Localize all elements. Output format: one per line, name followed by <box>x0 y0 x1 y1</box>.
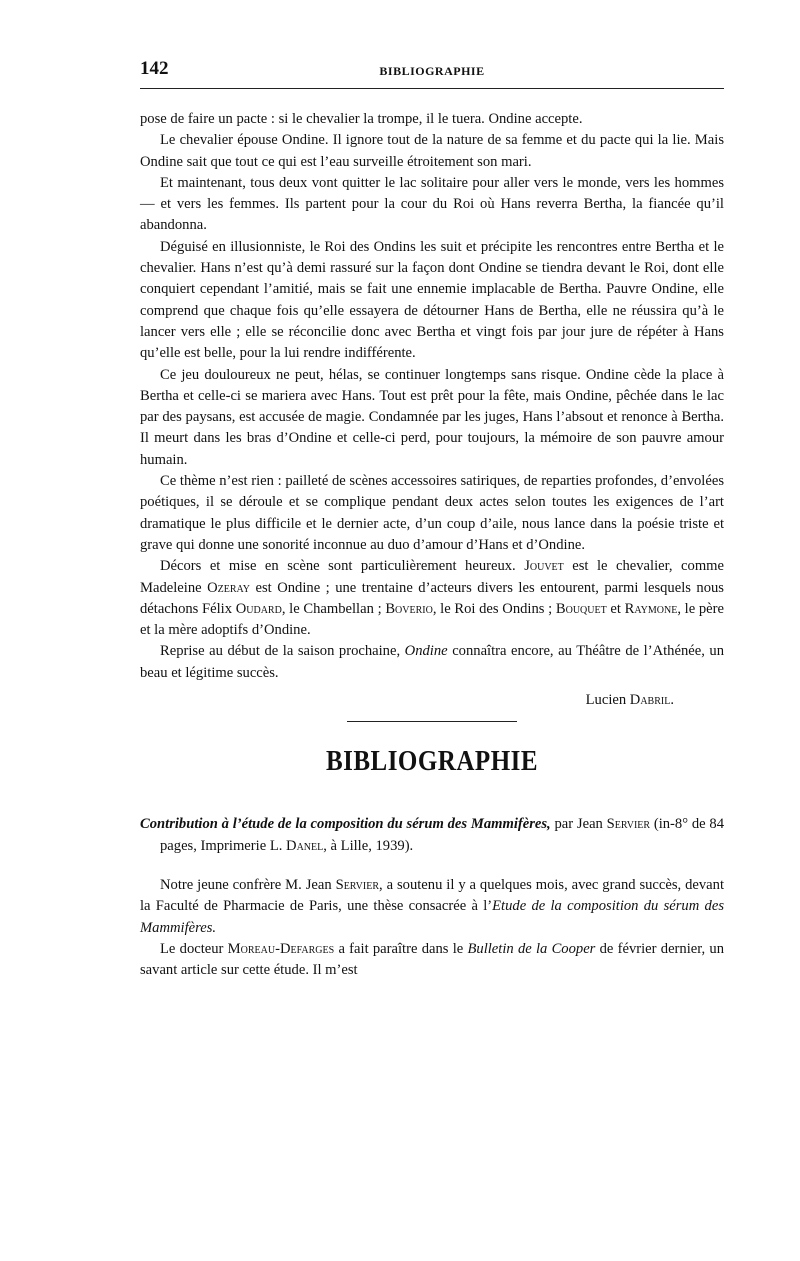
paragraph: Ce thème n’est rien : pailleté de scènes accessoires satiriques, de reparties profondes, d’envolées poétiques, il se déroule et se complique pendant deux actes selon toutes les exigences de l’art dramatique le plus difficile et le dernier acte, d’un coup d’aile, nous lance dans la poésie triste et grave qui donne une sonorité inconnue au duo d’amour d’Hans et d’Ondine. <box>140 473 724 553</box>
page <box>140 58 724 981</box>
paragraph: pose de faire un pacte : si le chevalier la trompe, il le tuera. Ondine accepte. <box>140 111 583 127</box>
actor-name: Raymone <box>624 600 678 617</box>
page-number: 142 <box>140 58 169 79</box>
actor-name: Oudard <box>235 600 282 617</box>
paragraph: Notre jeune confrère M. Jean Servier, a soutenu il y a quelques mois, avec grand succès, devant la Faculté de Pharmacie de Paris, une thèse consacrée à l’Etude de la composition du sérum des Mammifères. <box>140 876 724 936</box>
author-name: Servier <box>335 876 380 893</box>
paragraph: Le chevalier épouse Ondine. Il ignore tout de la nature de sa femme et du pacte qui la lie. Mais Ondine sait que tout ce qui est l’eau surveille étroitement son mari. <box>140 132 724 170</box>
paragraph: Décors et mise en scène sont particulièrement heureux. Jouvet est le chevalier, comme Madeleine Ozeray est Ondine ; une trentaine d’acteurs divers les entourent, parmi lesquels nous détachons Félix Oudard, le Chambellan ; Boverio, le Roi des Ondins ; Bouquet et Raymone, le père et la mère adoptifs d’Ondine. <box>140 558 724 639</box>
bibliography-entry: Contribution à l’étude de la composition du sérum des Mammifères, par Jean Servier (in-8° de 84 pages, Imprimerie L. Danel, à Lille, 1939). <box>140 816 724 854</box>
paragraph: Reprise au début de la saison prochaine, Ondine connaîtra encore, au Théâtre de l’Athénée, un beau et légitime succès. <box>140 643 724 681</box>
paragraph: Ce jeu douloureux ne peut, hélas, se continuer longtemps sans risque. Ondine cède la place à Bertha et celle-ci se mariera avec Hans. Tout est prêt pour la fête, mais Ondine, pêchée dans le lac par des paysans, est accusée de magie. Condamnée par les juges, Hans l’absout et renonce à Bertha. Il meurt dans les bras d’Ondine et celle-ci perd, pour toujours, la mémoire de son pauvre amour humain. <box>140 366 724 468</box>
author-signature: Lucien Dabril. <box>585 692 674 709</box>
actor-name: Jouvet <box>524 558 564 575</box>
printer-name: Danel <box>286 837 324 854</box>
journal-title: Bulletin de la Cooper <box>467 940 596 957</box>
paragraph: Le docteur Moreau-Defarges a fait paraître dans le Bulletin de la Cooper de février dernier, un savant article sur cette étude. Il m’est <box>140 940 725 979</box>
review-body <box>140 875 724 981</box>
doctor-name: Moreau-Defarges <box>227 940 335 957</box>
actor-name: Bouquet <box>555 600 607 617</box>
paragraph: Et maintenant, tous deux vont quitter le lac solitaire pour aller vers le monde, vers les hommes — et vers les femmes. Ils partent pour la cour du Roi où Hans reverra Bertha, la fiancée qu’il abandonna. <box>140 174 724 234</box>
paragraph: Déguisé en illusionniste, le Roi des Ondins les suit et précipite les rencontres entre Bertha et le chevalier. Hans n’est qu’à demi rassuré sur la façon dont Ondine se tiendra devant le Roi, dont elle conquiert cependant l’amitié, mais se fait une ennemie implacable de Bertha. Pauvre Ondine, elle comprend que chaque fois qu’elle essayera de détourner Hans de Bertha, elle ne réussira qu’à le lancer vers elle ; elle se réconcilie donc avec Bertha et vingt fois par jour jure de répéter à Hans qu’elle est belle, pour la lui rendre indifférente. <box>140 238 724 362</box>
actor-name: Boverio <box>385 600 433 617</box>
running-head: BIBLIOGRAPHIE <box>379 64 485 78</box>
play-title: Ondine <box>404 643 448 660</box>
book-title: Contribution à l’étude de la composition du sérum des Mammifères, <box>140 816 551 833</box>
section-title: BIBLIOGRAPHIE <box>325 746 539 778</box>
author-name: Servier <box>606 816 651 833</box>
thesis-title: Etude de la composition du sérum des Mammifères. <box>140 898 724 936</box>
actor-name: Ozeray <box>207 579 251 596</box>
article-body <box>140 109 724 684</box>
page-header <box>140 58 724 89</box>
section-divider <box>347 721 517 722</box>
